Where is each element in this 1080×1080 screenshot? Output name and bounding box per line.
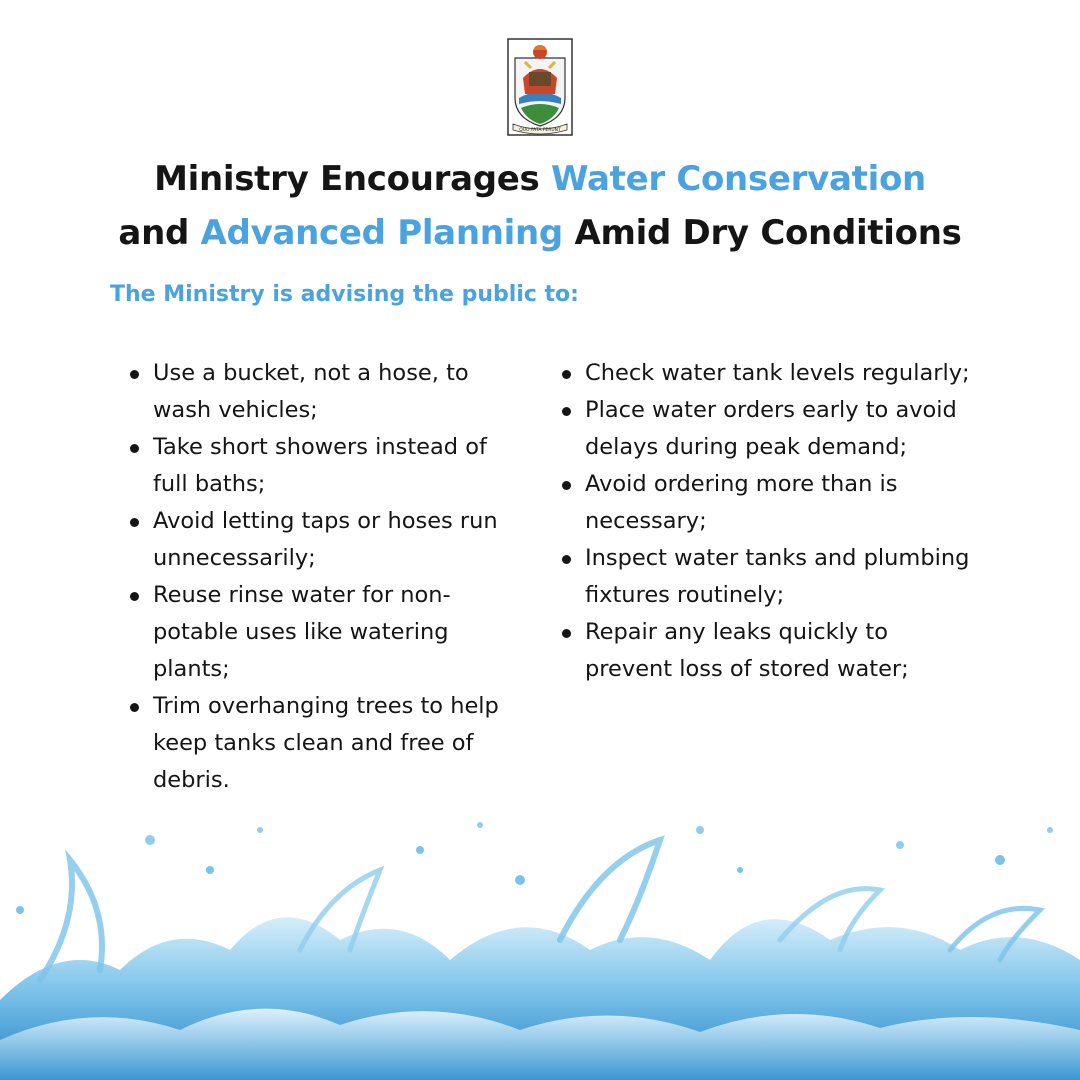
svg-text:QUO FATA FERUNT: QUO FATA FERUNT (519, 128, 561, 133)
list-item: Place water orders early to avoid delays during peak demand; (560, 392, 980, 466)
headline-text: and (118, 213, 201, 253)
headline-line-1 (0, 152, 1080, 206)
headline-text: Ministry Encourages (154, 159, 551, 199)
list-item: Use a bucket, not a hose, to wash vehicles; (128, 355, 528, 429)
list-item: Trim overhanging trees to help keep tanks clean and free of debris. (128, 688, 528, 799)
list-item: Repair any leaks quickly to prevent loss of stored water; (560, 614, 980, 688)
list-item: Take short showers instead of full baths; (128, 429, 528, 503)
list-item: Avoid ordering more than is necessary; (560, 466, 980, 540)
list-item: Inspect water tanks and plumbing fixtures routinely; (560, 540, 980, 614)
advice-list-left (128, 355, 528, 799)
headline-line-2 (0, 206, 1080, 260)
headline-accent: Water Conservation (551, 159, 926, 199)
list-item: Avoid letting taps or hoses run unnecessarily; (128, 503, 528, 577)
coat-of-arms-logo (507, 38, 573, 136)
headline-text: Amid Dry Conditions (562, 213, 962, 253)
list-item: Check water tank levels regularly; (560, 355, 980, 392)
headline (0, 152, 1080, 260)
water-splash-image (0, 800, 1080, 1080)
advice-intro: The Ministry is advising the public to: (110, 282, 579, 307)
list-item: Reuse rinse water for non-potable uses like watering plants; (128, 577, 528, 688)
advice-list-right (560, 355, 980, 688)
headline-accent: Advanced Planning (200, 213, 563, 253)
